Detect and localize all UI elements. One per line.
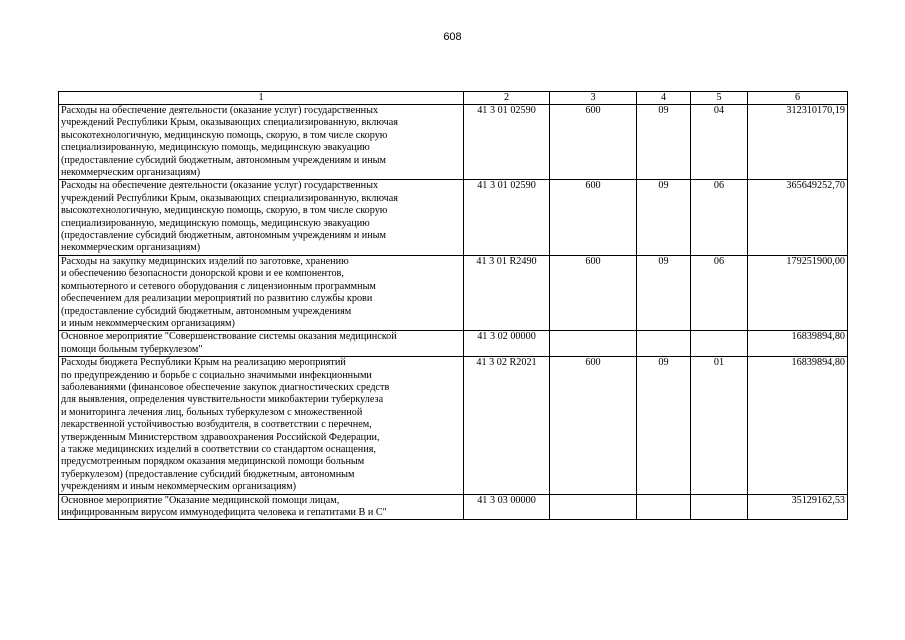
- row-target-code: 41 3 01 02590: [464, 180, 550, 255]
- description-line: Расходы на закупку медицинских изделий по заготовке, хранению: [61, 255, 349, 267]
- description-line: туберкулезом) (предоставление субсидий бюджетным, автономным: [61, 468, 355, 480]
- description-line: (предоставление субсидий бюджетным, автономным учреждениям и иным: [61, 154, 386, 166]
- row-section: [637, 331, 691, 357]
- row-amount: 16839894,80: [748, 357, 848, 494]
- row-expense-type: [550, 331, 637, 357]
- description-line: высокотехнологичную, медицинскую помощь, скорую, в том числе скорую: [61, 205, 388, 217]
- row-subsection: 06: [691, 255, 748, 330]
- description-line: а также медицинских изделий в соответствии со стандартом оснащения,: [61, 443, 376, 455]
- description-line: учреждениям и иным некоммерческим организациям): [61, 481, 297, 493]
- row-expense-type: 600: [550, 180, 637, 255]
- description-line: Основное мероприятие "Совершенствование системы оказания медицинской: [61, 331, 397, 343]
- row-section: 09: [637, 357, 691, 494]
- row-target-code: 41 3 02 00000: [464, 331, 550, 357]
- row-target-code: 41 3 01 02590: [464, 105, 550, 180]
- row-expense-type: 600: [550, 357, 637, 494]
- row-target-code: 41 3 03 00000: [464, 494, 550, 520]
- description-line: высокотехнологичную, медицинскую помощь, скорую, в том числе скорую: [61, 129, 388, 141]
- description-line: специализированную, медицинскую помощь, медицинскую эвакуацию: [61, 142, 370, 154]
- column-header-5: 5: [691, 92, 748, 105]
- row-section: 09: [637, 105, 691, 180]
- description-line: (предоставление субсидий бюджетным, автономным учреждениям: [61, 305, 352, 317]
- description-line: помощи больным туберкулезом": [61, 343, 203, 355]
- column-header-4: 4: [637, 92, 691, 105]
- row-description: [59, 331, 464, 357]
- description-line: Расходы на обеспечение деятельности (оказание услуг) государственных: [61, 105, 379, 116]
- column-header-6: 6: [748, 92, 848, 105]
- description-line: компьютерного и сетевого оборудования с лицензионным программным: [61, 280, 376, 292]
- table-row: [59, 357, 848, 494]
- row-amount: 16839894,80: [748, 331, 848, 357]
- row-description: [59, 357, 464, 494]
- row-amount: 35129162,53: [748, 494, 848, 520]
- description-line: и иным некоммерческим организациям): [61, 317, 235, 329]
- row-section: 09: [637, 180, 691, 255]
- row-subsection: [691, 331, 748, 357]
- description-line: некоммерческим организациям): [61, 242, 201, 254]
- column-header-3: 3: [550, 92, 637, 105]
- column-header-2: 2: [464, 92, 550, 105]
- row-description: [59, 494, 464, 520]
- row-section: [637, 494, 691, 520]
- header-row: [59, 92, 848, 105]
- row-description: [59, 105, 464, 180]
- description-line: и мониторинга лечения лиц, больных туберкулезом с множественной: [61, 406, 363, 418]
- row-amount: 179251900,00: [748, 255, 848, 330]
- description-line: Расходы бюджета Республики Крым на реализацию мероприятий: [61, 357, 346, 369]
- description-line: лекарственной устойчивостью возбудителя, в соответствии с перечнем,: [61, 419, 372, 431]
- description-line: для выявления, определения чувствительности микобактерии туберкулеза: [61, 394, 384, 406]
- row-subsection: 04: [691, 105, 748, 180]
- description-line: Расходы на обеспечение деятельности (оказание услуг) государственных: [61, 180, 379, 192]
- description-line: заболеваниями (финансовое обеспечение закупок диагностических средств: [61, 381, 390, 393]
- description-line: (предоставление субсидий бюджетным, автономным учреждениям и иным: [61, 230, 386, 242]
- description-line: утвержденным Министерством здравоохранения Российской Федерации,: [61, 431, 380, 443]
- row-expense-type: [550, 494, 637, 520]
- row-expense-type: 600: [550, 255, 637, 330]
- page-number: 608: [443, 31, 462, 43]
- column-header-1: 1: [59, 92, 464, 105]
- description-line: и обеспечению безопасности донорской крови и ее компонентов,: [61, 268, 344, 280]
- table-row: [59, 105, 848, 180]
- description-line: некоммерческим организациям): [61, 167, 201, 179]
- row-amount: 312310170,19: [748, 105, 848, 180]
- row-amount: 365649252,70: [748, 180, 848, 255]
- description-line: учреждений Республики Крым, оказывающих специализированную, включая: [61, 192, 398, 204]
- description-line: Основное мероприятие "Оказание медицинской помощи лицам,: [61, 494, 340, 506]
- description-line: учреждений Республики Крым, оказывающих специализированную, включая: [61, 117, 398, 129]
- description-line: предусмотренным порядком оказания медицинской помощи больным: [61, 456, 365, 468]
- table-row: [59, 331, 848, 357]
- row-subsection: 06: [691, 180, 748, 255]
- row-section: 09: [637, 255, 691, 330]
- row-expense-type: 600: [550, 105, 637, 180]
- row-target-code: 41 3 02 R2021: [464, 357, 550, 494]
- row-description: [59, 180, 464, 255]
- table-row: [59, 494, 848, 520]
- budget-table: [58, 91, 848, 520]
- table-row: [59, 180, 848, 255]
- row-target-code: 41 3 01 R2490: [464, 255, 550, 330]
- description-line: обеспечением для реализации мероприятий по развитию службы крови: [61, 293, 373, 305]
- row-subsection: [691, 494, 748, 520]
- row-subsection: 01: [691, 357, 748, 494]
- description-line: инфицированным вирусом иммунодефицита человека и гепатитами В и С": [61, 507, 387, 518]
- description-line: по предупреждению и борьбе с социально значимыми инфекционными: [61, 369, 372, 381]
- description-line: специализированную, медицинскую помощь, медицинскую эвакуацию: [61, 217, 370, 229]
- table-row: [59, 255, 848, 330]
- table-body: [59, 105, 848, 520]
- row-description: [59, 255, 464, 330]
